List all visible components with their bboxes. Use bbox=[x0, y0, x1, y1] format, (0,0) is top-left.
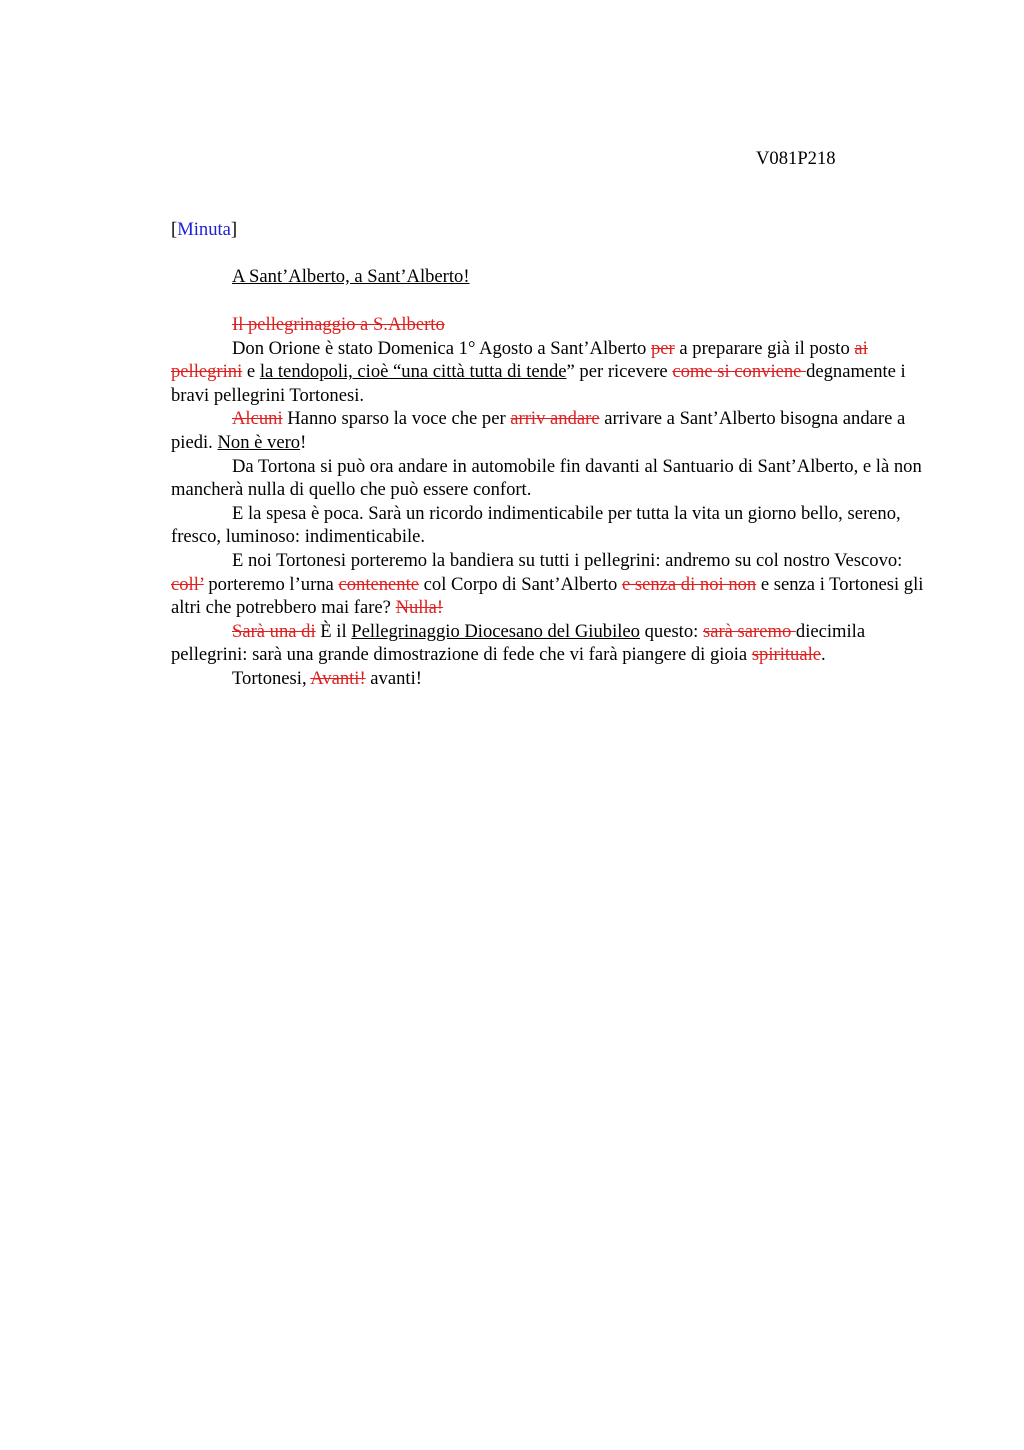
p6-text-3: diecimila pellegrini: sarà una grande dimostrazione di fede che vi farà piangere di gioia bbox=[171, 620, 866, 666]
p5-deletion-2: contenente bbox=[338, 573, 419, 595]
p5-deletion-1: coll’ bbox=[171, 573, 204, 595]
p2-text-2: arrivare a Sant’Alberto bisogna andare a piedi. bbox=[171, 408, 906, 453]
p5-deletion-4: Nulla! bbox=[395, 597, 444, 619]
paragraph-5 bbox=[171, 549, 927, 620]
page-id: V081P218 bbox=[756, 148, 836, 169]
p7-text-2: avanti! bbox=[365, 667, 422, 689]
paragraph-1 bbox=[171, 337, 927, 408]
p1-deletion-2: ai pellegrini bbox=[171, 337, 868, 383]
p3-text-1: Da Tortona si può ora andare in automobile fin davanti al Santuario di Sant’Alberto, e là non mancherà nulla di quello che può essere confort. bbox=[171, 455, 922, 501]
paragraph-3 bbox=[171, 455, 927, 502]
p1-deletion-1: per bbox=[651, 337, 675, 359]
p5-text-2: porteremo l’urna bbox=[203, 573, 339, 595]
p2-deletion-1: Alcuni bbox=[232, 408, 283, 430]
document-heading: A Sant’Alberto, a Sant’Alberto! bbox=[232, 266, 470, 287]
p1-text-4: ” per ricevere bbox=[566, 361, 673, 383]
paragraph-2 bbox=[171, 407, 927, 454]
section-tag-word: Minuta bbox=[177, 219, 231, 240]
p5-text-3: col Corpo di Sant’Alberto bbox=[419, 573, 622, 595]
p7-deletion-1: Avanti! bbox=[310, 667, 366, 689]
p1-text-2: a preparare già il posto bbox=[674, 337, 855, 359]
p5-deletion-3: e senza di noi non bbox=[621, 573, 757, 595]
p2-underline-1: Non è vero bbox=[217, 431, 301, 453]
p1-text-1: Don Orione è stato Domenica 1° Agosto a Sant’Alberto bbox=[232, 337, 651, 359]
document-body bbox=[171, 313, 927, 691]
section-tag-close: ] bbox=[230, 219, 238, 240]
p2-deletion-2: arriv andare bbox=[510, 408, 600, 430]
p4-text-1: E la spesa è poca. Sarà un ricordo indimenticabile per tutta la vita un giorno bello, sereno, fresco, luminoso: indimenticabile. bbox=[171, 502, 901, 548]
struck-title-line bbox=[171, 313, 927, 337]
p6-deletion-3: spirituale bbox=[751, 644, 822, 666]
paragraph-4 bbox=[171, 502, 927, 549]
paragraph-7 bbox=[171, 667, 927, 691]
p6-deletion-2: sarà saremo bbox=[702, 620, 796, 642]
section-tag bbox=[171, 218, 237, 242]
p2-text-3: ! bbox=[300, 431, 307, 453]
paragraph-6 bbox=[171, 620, 927, 667]
struck-title: Il pellegrinaggio a S.Alberto bbox=[232, 314, 445, 335]
p5-text-1: E noi Tortonesi porteremo la bandiera su tutti i pellegrini: andremo su col nostro Vescovo: bbox=[232, 549, 903, 571]
section-tag-open: [ bbox=[171, 219, 178, 240]
p6-text-1: È il bbox=[315, 620, 352, 642]
p1-text-5: degnamente i bravi pellegrini Tortonesi. bbox=[171, 361, 906, 406]
p6-underline-1: Pellegrinaggio Diocesano del Giubileo bbox=[351, 620, 640, 642]
p1-deletion-3: come si conviene bbox=[672, 361, 807, 383]
p6-text-2: questo: bbox=[639, 620, 703, 642]
p6-deletion-1: Sarà una di bbox=[232, 620, 316, 642]
p2-text-1: Hanno sparso la voce che per bbox=[282, 408, 511, 430]
p5-text-4: e senza i Tortonesi gli altri che potrebbero mai fare? bbox=[171, 573, 924, 619]
p7-text-1: Tortonesi, bbox=[232, 667, 311, 689]
p1-text-3: e bbox=[242, 361, 260, 383]
p1-underline-1: la tendopoli, cioè “una città tutta di tende bbox=[259, 361, 567, 383]
p6-text-4: . bbox=[821, 644, 826, 666]
